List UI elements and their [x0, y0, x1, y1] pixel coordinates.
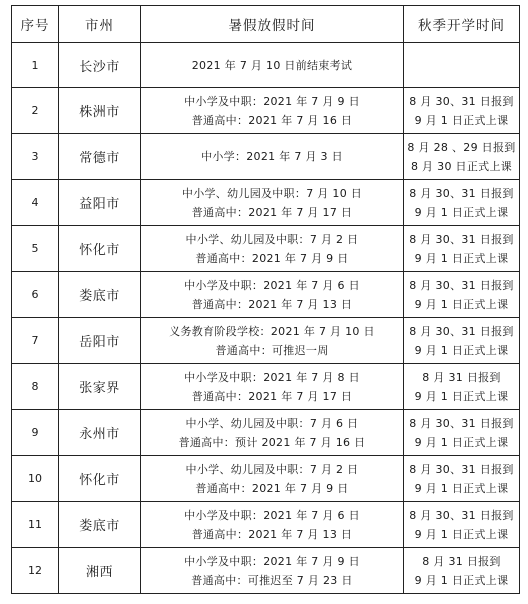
row-number: 12 — [12, 548, 59, 594]
table-row — [12, 364, 520, 410]
vacation-line: 普通高中：2021 年 7 月 13 日 — [191, 297, 353, 311]
school-start-line: 9 月 1 日正式上课 — [414, 251, 509, 265]
summer-vacation-cell — [141, 226, 404, 272]
vacation-line: 义务教育阶段学校：2021 年 7 月 10 日 — [169, 324, 375, 338]
school-start-line: 8 月 31 日报到 — [422, 554, 501, 568]
vacation-line: 中小学及中职：2021 年 7 月 9 日 — [184, 94, 360, 108]
city-name: 娄底市 — [59, 272, 141, 318]
vacation-line: 中小学：2021 年 7 月 3 日 — [201, 150, 343, 163]
row-number: 10 — [12, 456, 59, 502]
city-name: 长沙市 — [59, 43, 141, 88]
row-number: 5 — [12, 226, 59, 272]
vacation-line: 普通高中：2021 年 7 月 16 日 — [191, 113, 353, 127]
vacation-line: 中小学及中职：2021 年 7 月 6 日 — [184, 508, 360, 522]
row-number: 6 — [12, 272, 59, 318]
vacation-line: 中小学及中职：2021 年 7 月 8 日 — [184, 370, 360, 384]
city-name: 怀化市 — [59, 226, 141, 272]
school-start-line: 8 月 30、31 日报到 — [409, 278, 514, 292]
school-start-line: 8 月 30、31 日报到 — [409, 186, 514, 200]
header-city: 市州 — [59, 6, 141, 43]
autumn-start-cell — [404, 318, 520, 364]
autumn-start-cell — [404, 226, 520, 272]
summer-vacation-cell — [141, 88, 404, 134]
row-number: 11 — [12, 502, 59, 548]
school-start-line: 8 月 30、31 日报到 — [409, 508, 514, 522]
city-name: 岳阳市 — [59, 318, 141, 364]
autumn-start-cell — [404, 88, 520, 134]
vacation-line: 普通高中：2021 年 7 月 17 日 — [191, 205, 353, 219]
summer-vacation-cell — [141, 180, 404, 226]
school-start-line: 9 月 1 日正式上课 — [414, 205, 509, 219]
school-start-line: 9 月 1 日正式上课 — [414, 435, 509, 449]
table-row — [12, 410, 520, 456]
school-start-line: 9 月 1 日正式上课 — [414, 113, 509, 127]
table-row — [12, 272, 520, 318]
row-number: 2 — [12, 88, 59, 134]
city-name: 娄底市 — [59, 502, 141, 548]
school-start-line: 8 月 28 、29 日报到 — [407, 140, 516, 154]
table-row — [12, 456, 520, 502]
summer-vacation-cell — [141, 134, 404, 180]
table-row — [12, 134, 520, 180]
autumn-start-cell — [404, 134, 520, 180]
school-start-line: 9 月 1 日正式上课 — [414, 573, 509, 587]
table-row — [12, 88, 520, 134]
vacation-line: 普通高中：预计 2021 年 7 月 16 日 — [178, 435, 366, 449]
school-start-line: 9 月 1 日正式上课 — [414, 481, 509, 495]
header-autumn-start: 秋季开学时间 — [404, 6, 520, 43]
summer-vacation-cell — [141, 364, 404, 410]
school-start-line: 8 月 30、31 日报到 — [409, 416, 514, 430]
table-row — [12, 180, 520, 226]
vacation-line: 普通高中：可推迟至 7 月 23 日 — [191, 573, 353, 587]
school-start-line: 8 月 30、31 日报到 — [409, 232, 514, 246]
school-start-line: 8 月 30 日正式上课 — [410, 159, 513, 173]
vacation-line: 普通高中：2021 年 7 月 9 日 — [195, 251, 349, 265]
summer-vacation-cell — [141, 318, 404, 364]
row-number: 3 — [12, 134, 59, 180]
table-row — [12, 318, 520, 364]
table-row — [12, 502, 520, 548]
table-row — [12, 548, 520, 594]
vacation-line: 中小学及中职：2021 年 7 月 6 日 — [184, 278, 360, 292]
vacation-line: 普通高中：2021 年 7 月 17 日 — [191, 389, 353, 403]
city-name: 益阳市 — [59, 180, 141, 226]
header-number: 序号 — [12, 6, 59, 43]
header-summer-vacation: 暑假放假时间 — [141, 6, 404, 43]
row-number: 1 — [12, 43, 59, 88]
row-number: 4 — [12, 180, 59, 226]
city-name: 张家界 — [59, 364, 141, 410]
table-row — [12, 226, 520, 272]
vacation-line: 普通高中：可推迟一周 — [215, 343, 329, 357]
vacation-line: 中小学、幼儿园及中职：7 月 6 日 — [185, 416, 359, 430]
school-start-line: 9 月 1 日正式上课 — [414, 297, 509, 311]
autumn-start-cell — [404, 456, 520, 502]
autumn-start-cell — [404, 502, 520, 548]
autumn-start-cell — [404, 548, 520, 594]
vacation-line: 2021 年 7 月 10 日前结束考试 — [191, 58, 353, 72]
school-start-line: 8 月 30、31 日报到 — [409, 324, 514, 338]
school-start-line: 9 月 1 日正式上课 — [414, 389, 509, 403]
vacation-line: 普通高中：2021 年 7 月 13 日 — [191, 527, 353, 541]
school-schedule-table-container — [11, 5, 519, 594]
vacation-line: 中小学、幼儿园及中职：7 月 2 日 — [185, 232, 359, 246]
summer-vacation-cell — [141, 43, 404, 88]
city-name: 株洲市 — [59, 88, 141, 134]
table-body — [12, 43, 520, 594]
summer-vacation-cell — [141, 456, 404, 502]
school-start-line: 8 月 30、31 日报到 — [409, 462, 514, 476]
city-name: 怀化市 — [59, 456, 141, 502]
table-row — [12, 43, 520, 88]
autumn-start-cell — [404, 180, 520, 226]
school-start-line: 9 月 1 日正式上课 — [414, 343, 509, 357]
school-start-line: 8 月 30、31 日报到 — [409, 94, 514, 108]
row-number: 9 — [12, 410, 59, 456]
city-name: 常德市 — [59, 134, 141, 180]
summer-vacation-cell — [141, 502, 404, 548]
summer-vacation-cell — [141, 548, 404, 594]
autumn-start-cell — [404, 43, 520, 88]
city-name: 湘西 — [59, 548, 141, 594]
school-schedule-table — [11, 5, 520, 594]
vacation-line: 中小学及中职：2021 年 7 月 9 日 — [184, 554, 360, 568]
autumn-start-cell — [404, 410, 520, 456]
autumn-start-cell — [404, 272, 520, 318]
summer-vacation-cell — [141, 272, 404, 318]
row-number: 7 — [12, 318, 59, 364]
vacation-line: 普通高中：2021 年 7 月 9 日 — [195, 481, 349, 495]
table-header-row — [12, 6, 520, 43]
vacation-line: 中小学、幼儿园及中职：7 月 10 日 — [181, 186, 363, 200]
school-start-line: 8 月 31 日报到 — [422, 370, 501, 384]
autumn-start-cell — [404, 364, 520, 410]
city-name: 永州市 — [59, 410, 141, 456]
row-number: 8 — [12, 364, 59, 410]
school-start-line: 9 月 1 日正式上课 — [414, 527, 509, 541]
summer-vacation-cell — [141, 410, 404, 456]
vacation-line: 中小学、幼儿园及中职：7 月 2 日 — [185, 462, 359, 476]
